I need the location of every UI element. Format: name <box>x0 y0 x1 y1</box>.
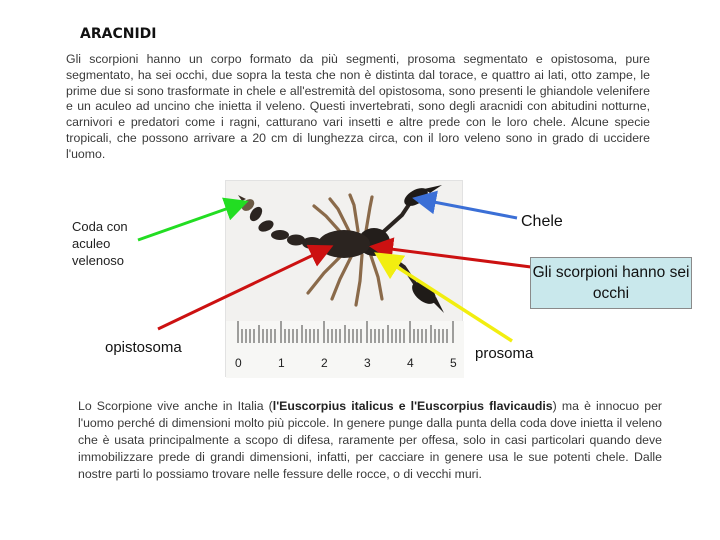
ruler-label-0: 0 <box>235 356 242 370</box>
outro-paragraph <box>78 398 662 483</box>
outro-species-names: l'Euscorpius italicus e l'Euscorpius flavicaudis <box>272 399 553 413</box>
ruler-label-1: 1 <box>278 356 285 370</box>
scorpion-illustration <box>226 181 464 378</box>
intro-paragraph: Gli scorpioni hanno un corpo formato da più segmenti, prosoma segmentato e opistosoma, pure segmentato, ha sei occhi, due sopra la testa che non è distinta dal torace, e quattro ai lati, otto zampe, le prime due si sono trasformate in chele e all'estremità del opistosoma, sono presenti le ghiandole velenifere e un aculeo ad uncino che inietta il veleno. Questi invertebrati, sono degli aracnidi con abitudini notturne, carnivori e predatori come i ragni, catturano vari insetti e altre prede con le loro chele. Alcune specie tropicali, che possono arrivare a 20 cm di lunghezza circa, con il loro veleno sono in grado di uccidere l'uomo. <box>66 52 650 161</box>
scorpion-photo <box>225 180 463 377</box>
callout-occhi <box>530 257 692 309</box>
label-chele: Chele <box>521 213 563 230</box>
label-coda: Coda con aculeo velenoso <box>72 219 128 268</box>
page-title: ARACNIDI <box>80 26 157 42</box>
ruler-label-4: 4 <box>407 356 414 370</box>
outro-text-after: ) ma è innocuo per l'uomo perché di dimensioni molto più piccole. In genere punge dalla punta della coda dove inietta il veleno che è usata principalmente a scopo di difesa, raramente per offesa, solo in casi particolari quando deve immobilizzare prede di grandi dimensioni, infatti, per cacciare in genere usa le sue potenti chele. Dalle nostre parti lo possiamo trovare nelle fessure delle rocce, o di vecchi muri. <box>78 399 662 481</box>
outro-text-before: Lo Scorpione vive anche in Italia ( <box>78 399 273 413</box>
label-prosoma: prosoma <box>475 345 534 362</box>
label-opistosoma: opistosoma <box>105 339 182 356</box>
callout-occhi-text: Gli scorpioni hanno sei occhi <box>532 264 690 302</box>
ruler-label-5: 5 <box>450 356 457 370</box>
ruler-label-2: 2 <box>321 356 328 370</box>
ruler-label-3: 3 <box>364 356 371 370</box>
scorpion-body <box>238 184 444 313</box>
